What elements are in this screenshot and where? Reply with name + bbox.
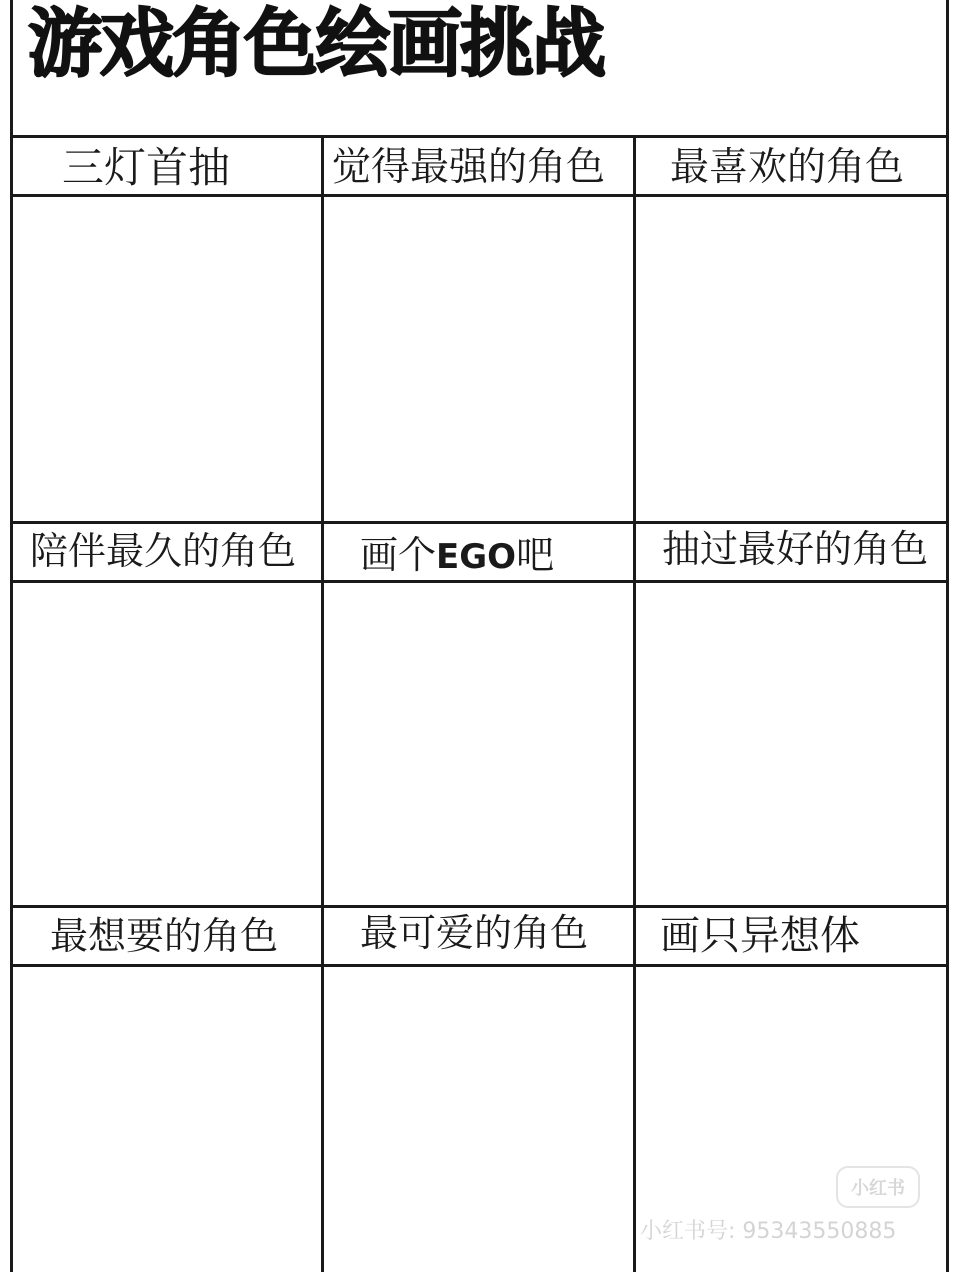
drawing-box-draw-ego[interactable] <box>324 583 633 905</box>
cell-label-draw-ego-prefix: 画个 <box>360 533 437 577</box>
drawing-box-best-pulled[interactable] <box>636 583 946 905</box>
drawing-box-favorite[interactable] <box>636 197 946 521</box>
drawing-box-most-wanted[interactable] <box>13 967 321 1272</box>
divider-row2-top <box>10 521 949 524</box>
drawing-box-longest-companion[interactable] <box>13 583 321 905</box>
cell-label-abnormality: 画只异想体 <box>660 913 860 959</box>
watermark-text: 小红书号: 95343550885 <box>640 1219 897 1244</box>
drawing-box-cutest[interactable] <box>324 967 633 1272</box>
cell-label-draw-ego-suffix: 吧 <box>516 533 555 577</box>
divider-title <box>10 135 949 138</box>
cell-label-best-pulled: 抽过最好的角色 <box>662 527 929 571</box>
cell-label-most-wanted: 最想要的角色 <box>50 914 279 958</box>
divider-row3-top <box>10 905 949 908</box>
cell-label-strongest: 觉得最强的角色 <box>332 145 606 190</box>
cell-label-cutest: 最可爱的角色 <box>360 911 589 955</box>
cell-label-draw-ego <box>360 533 555 577</box>
cell-label-draw-ego-bold: EGO <box>436 537 517 577</box>
cell-label-first-pull: 三灯首抽 <box>62 143 231 192</box>
watermark-logo: 小红书 <box>836 1166 920 1208</box>
outer-right-border <box>946 0 949 1272</box>
cell-label-favorite: 最喜欢的角色 <box>670 145 905 190</box>
drawing-box-first-pull[interactable] <box>13 197 321 521</box>
page-title: 游戏角色绘画挑战 <box>28 1 604 87</box>
drawing-box-strongest[interactable] <box>324 197 633 521</box>
cell-label-longest-companion: 陪伴最久的角色 <box>30 529 297 573</box>
